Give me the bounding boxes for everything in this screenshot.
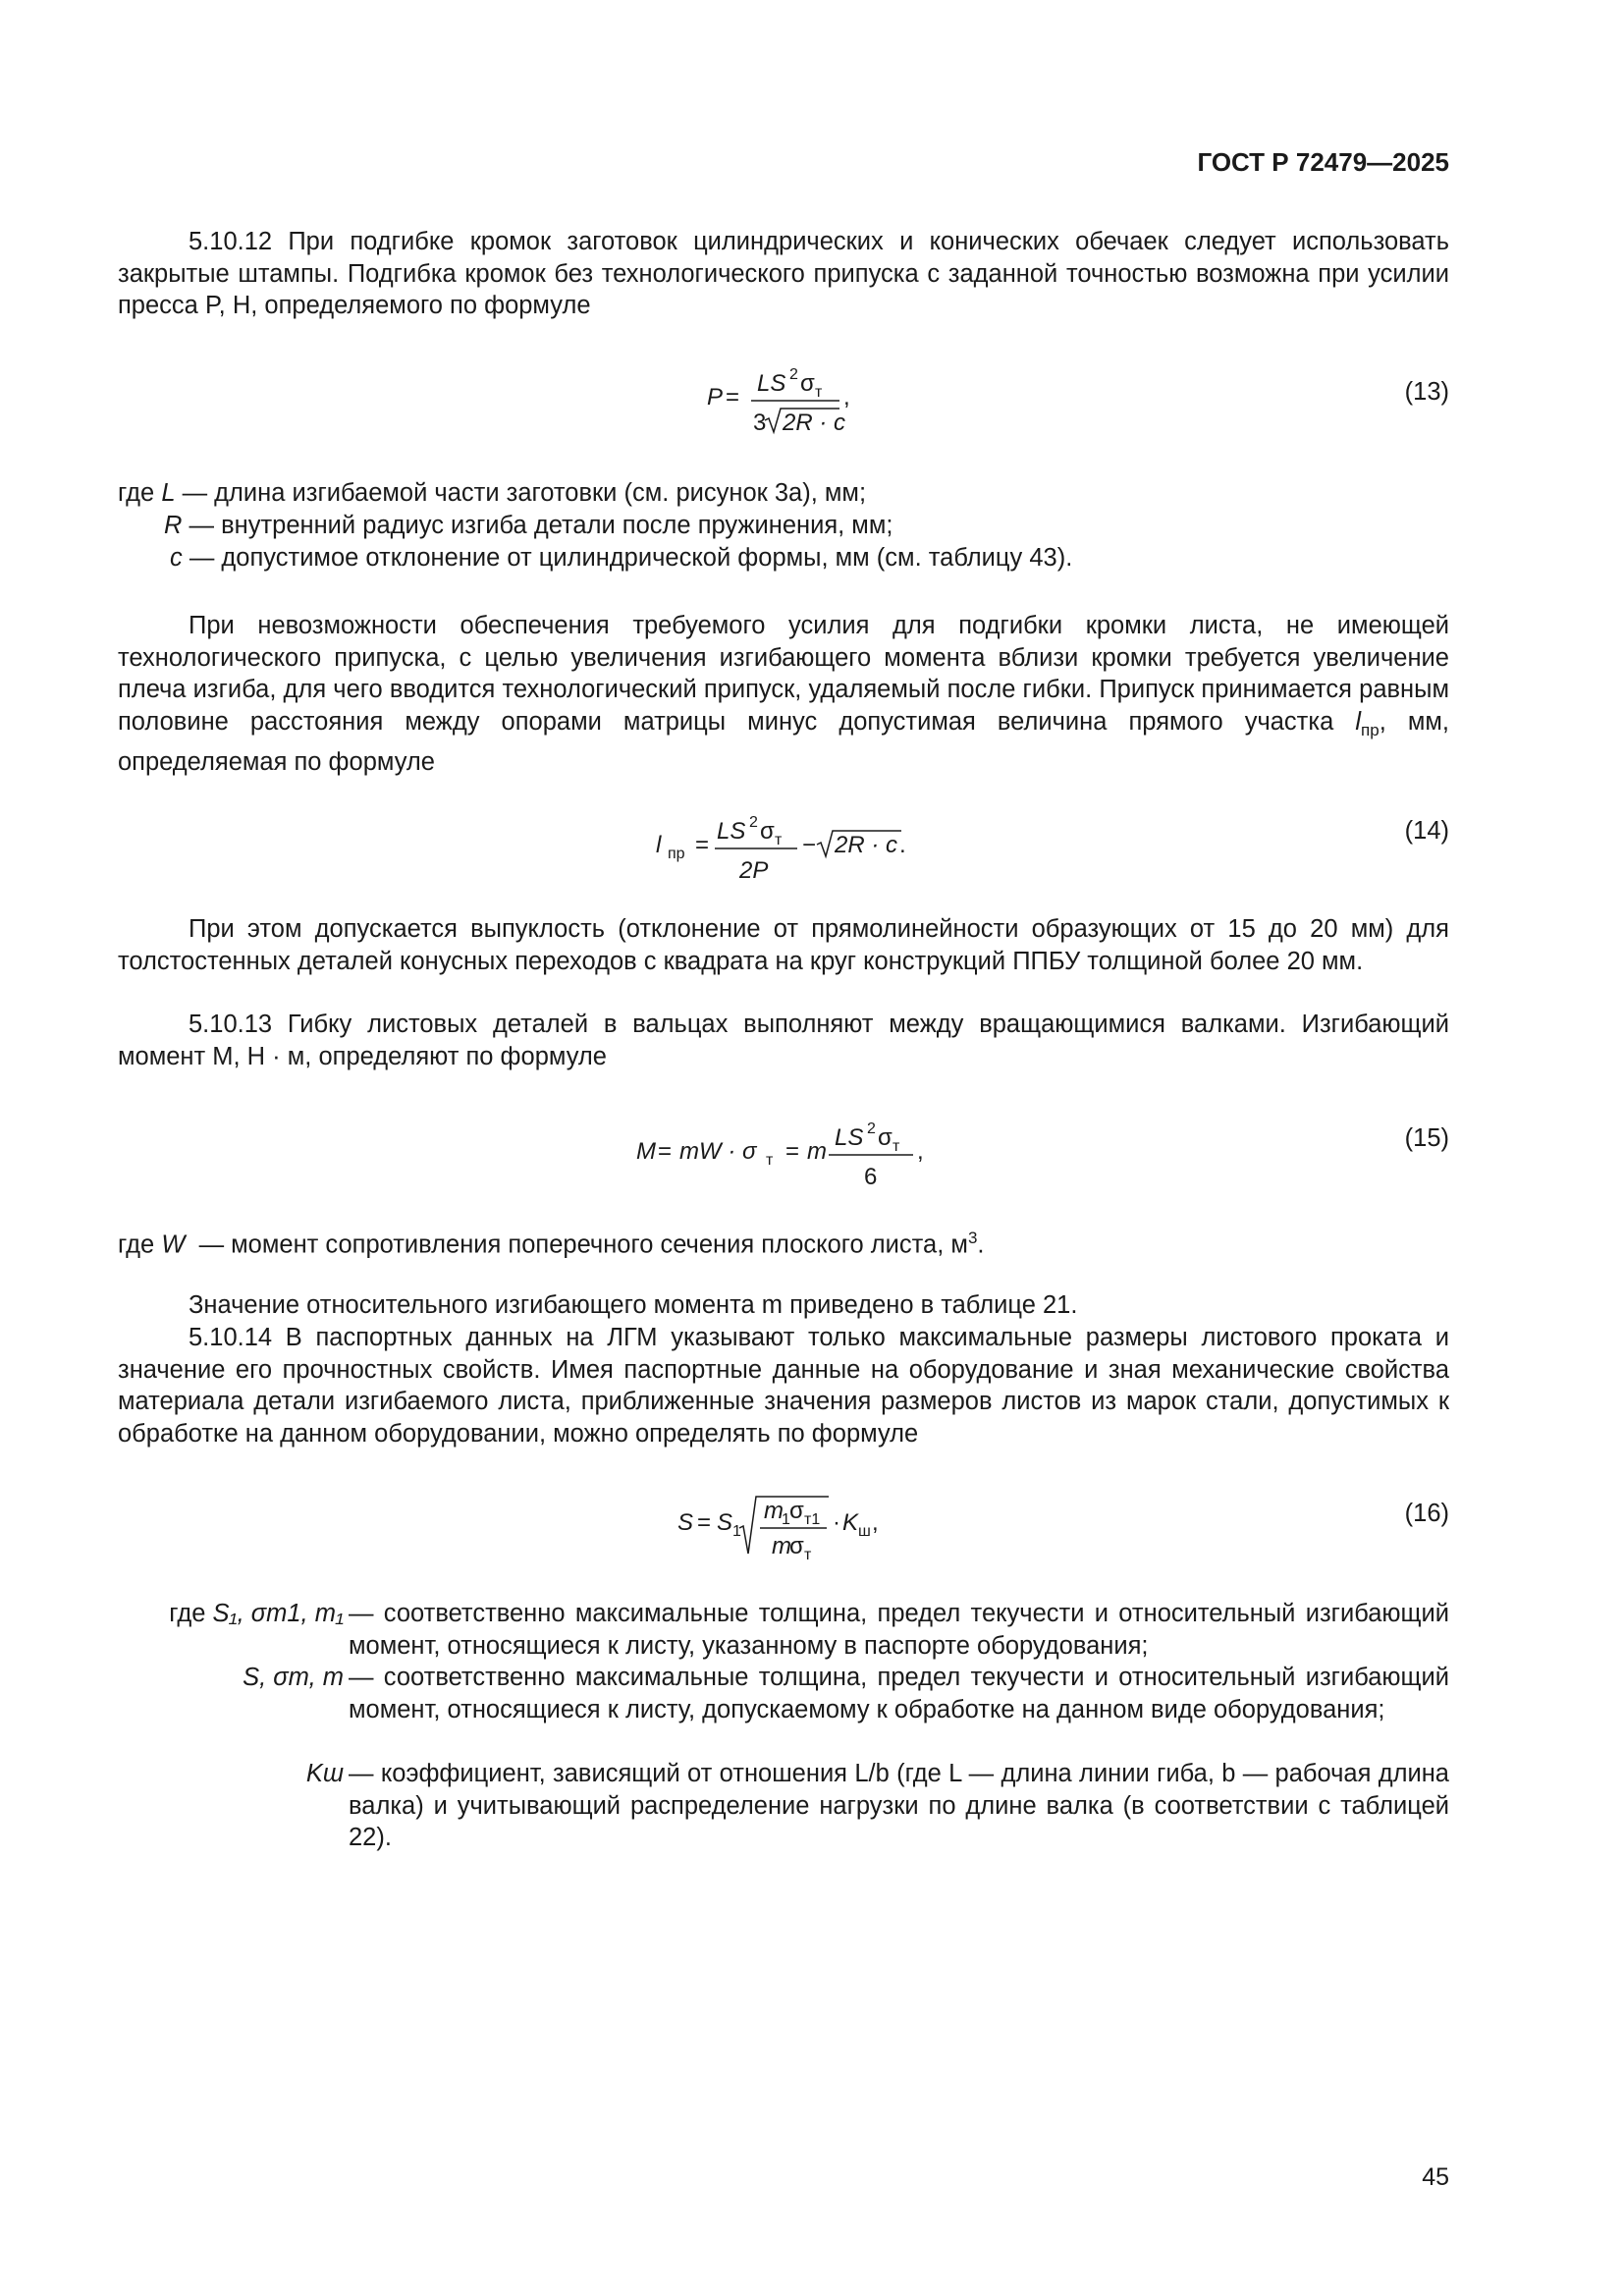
f15-eq2: = [785,1138,800,1165]
f14-tail: . [899,832,906,858]
f14-minus: − [802,832,817,858]
formula-13-number: (13) [1404,378,1449,406]
paragraph-5-10-14: 5.10.14 В паспортных данных на ЛГМ указывают только максимальные размеры листового проката и значение его прочностных свойств. Имея паспортные данные на оборудование и зная механические свойства материала детали изгибаемого листа, приближенные значения размеров листов из марок стали, допустимых к обработке на данном оборудовании, можно определять по формуле [118,1324,1449,1448]
legend15-row: где W — момент сопротивления поперечного сечения плоского листа, $м^3$. [118,1229,985,1259]
f16-tail: , [872,1509,879,1536]
f14-sigma: σ [760,818,775,845]
page-number: 45 [1422,2163,1449,2191]
f16-k-sub: ш [858,1523,871,1540]
f16-den-m: m [772,1533,791,1559]
formula-16-number: (16) [1404,1500,1449,1527]
f15-eq: = [658,1138,673,1165]
f14-lhs: l [656,832,662,858]
formula-14-number: (14) [1404,817,1449,845]
f14-lhs-sub: пр [668,846,685,862]
f14-num: LS [717,818,746,845]
f13-sub: т [815,384,823,401]
f16-s1: S [717,1509,733,1536]
f14-rad: 2R · c [835,832,898,858]
f13-tail: , [843,384,850,410]
standard-header: ГОСТ Р 72479—2025 [1197,147,1449,177]
f16-eq: = [697,1509,712,1536]
f13-den-coef: 3 [753,410,767,436]
formula-14 [648,807,913,886]
f16-den-sigma: σ [789,1533,804,1559]
f14-sub: т [775,832,783,848]
formula-15-number: (15) [1404,1124,1449,1152]
f14-eq: = [695,832,710,858]
legend13-row-3: c — допустимое отклонение от цилиндрической формы, мм (см. таблицу 43). [170,544,1073,572]
f15-sigma: σ [878,1124,893,1151]
paragraph-pripusk: При невозможности обеспечения требуемого усилия для подгибки кромки листа, не имеющей технологического припуска, с целью увеличения изгибающего момента вблизи кромки требуется увеличение плеча изгиба, для чего вводится технологический припуск, удаляемый после гибки. Припуск принимается равным половине расстояния между опорами матрицы минус допустимая величина прямого участка $l_{пр}$, мм, определяемая по формуле [118,612,1449,777]
f15-m: m [807,1138,827,1165]
f16-k: K [842,1509,859,1536]
formula-15 [628,1114,943,1192]
legend13-row-1: где L — длина изгибаемой части заготовки (см. рисунок 3а), мм; [118,479,867,507]
f15-exp: 2 [867,1121,876,1137]
f16-lhs: S [677,1509,694,1536]
f15-mid-sub: т [766,1152,774,1169]
legend13-row-2: R — внутренний радиус изгиба детали после пружинения, мм; [164,512,893,539]
f16-den-sub: т [804,1547,812,1563]
f14-exp: 2 [749,814,758,831]
formula-13 [702,361,898,440]
f13-lhs: P [707,384,724,410]
paragraph-vypuklost: При этом допускается выпуклость (отклонение от прямолинейности образующих от 15 до 20 мм) для толстостенных деталей конусных переходов с квадрата на круг конструкций ППБУ толщиной более 20 мм. [118,915,1449,975]
f15-lhs: M [636,1138,656,1165]
f15-tail: , [917,1138,924,1165]
f13-exp: 2 [789,366,798,383]
f13-sigma: σ [800,370,815,397]
f16-num-sigma: σ [789,1498,804,1524]
f16-s1-sub: 1 [732,1523,741,1540]
f13-num: LS [757,370,786,397]
f15-den: 6 [864,1164,878,1190]
f16-num-m: m [764,1498,784,1524]
f15-num-sub: т [893,1138,900,1155]
paragraph-5-10-12: 5.10.12 При подгибке кромок заготовок цилиндрических и конических обечаек следует использовать закрытые штампы. Подгибка кромок без технологического припуска с заданной точностью возможна при усилии пресса P, Н, определяемого по формуле [118,228,1449,319]
document-page: ГОСТ Р 72479—2025 5.10.12 При подгибке кромок заготовок цилиндрических и конических обечаек следует использовать закрытые штампы. Подгибка кромок без технологического припуска с заданной точностью возможна при усилии пресса P, Н, определяемого по формуле P = LS 2 σ т 3 2R · c , (13) где L — длина изгибаемой части заготовки (см. рисунок 3а), мм; R — внутренний радиус изгиба детали после пружинения, мм; c — допустимое отклонение от цилиндрической формы, мм (см. таблицу 43). При невозможности обеспечения требуемого усилия для подгибки кромки листа, не имеющей технологического припуска, с целью увеличения изгибающего момента вблизи кромки требуется увеличение плеча изгиба, для чего вводится технологический припуск, удаляемый после гибки. Припуск принимается равным половине расстояния между опорами матрицы минус допустимая величина прямого участка $l_{пр}$, мм, определяемая по формуле l пр = LS 2 σ т 2P − 2R · c . (14) При этом допускается выпуклость (отклонение от прямолинейности образующих от 15 до 20 мм) для толстостенных деталей конусных переходов с квадрата на круг конструкций ППБУ толщиной более 20 мм. 5.10.13 Гибку листовых деталей в вальцах выполняют между вращающимися валками. Изгибающий момент M, Н · м, определяют по формуле M = mW · σ т = m LS 2 σ т 6 , (15) где W — момент сопротивления поперечного сечения плоского листа, $м^3$. Значение относительного изгибающего момента m приведено в таблице 21. 5.10.14 В паспортных данных на ЛГМ указывают только максимальные размеры листового проката и значение его прочностных свойств. Имея паспортные данные на оборудование и зная механические свойства материала детали изгибаемого листа, приближенные значения размеров листов из марок стали, допустимых к обработке на данном оборудовании, можно определять по формуле S = S 1 m 1 σ т1 m σ т · K ш , (16) где S₁, σт1, m₁ — соответственно максимальные толщина, предел текучести и относительный изгибающий момент, относящиеся к листу, указанному в паспорте оборудования; S, σт, m — соответственно максимальные толщина, предел текучести и относительный изгибающий момент, относящиеся к листу, допускаемому к обработке на данном виде оборудования; Kш — коэффициент, зависящий от отношения L/b (где L — длина линии гиба, b — рабочая длина валка) и учитывающий распределение нагрузки по длине валка (в соответствии с таблицей 22). 45 [118,147,1449,2191]
paragraph-5-10-13: 5.10.13 Гибку листовых деталей в вальцах выполняют между вращающимися валками. Изгибающий момент M, Н · м, определяют по формуле [118,1011,1449,1070]
f13-den-rad: 2R · c [783,410,846,436]
f14-den: 2P [739,857,769,884]
f13-eq: = [726,384,740,410]
f16-dot: · [833,1509,840,1536]
f16-num-sub-t1: т1 [804,1511,821,1528]
f15-num: LS [835,1124,864,1151]
paragraph-znachenie: Значение относительного изгибающего момента m приведено в таблице 21. [189,1291,1078,1319]
f16-num-sub1: 1 [782,1511,790,1528]
f15-mid: mW · σ [679,1138,757,1165]
formula-16 [670,1489,905,1567]
